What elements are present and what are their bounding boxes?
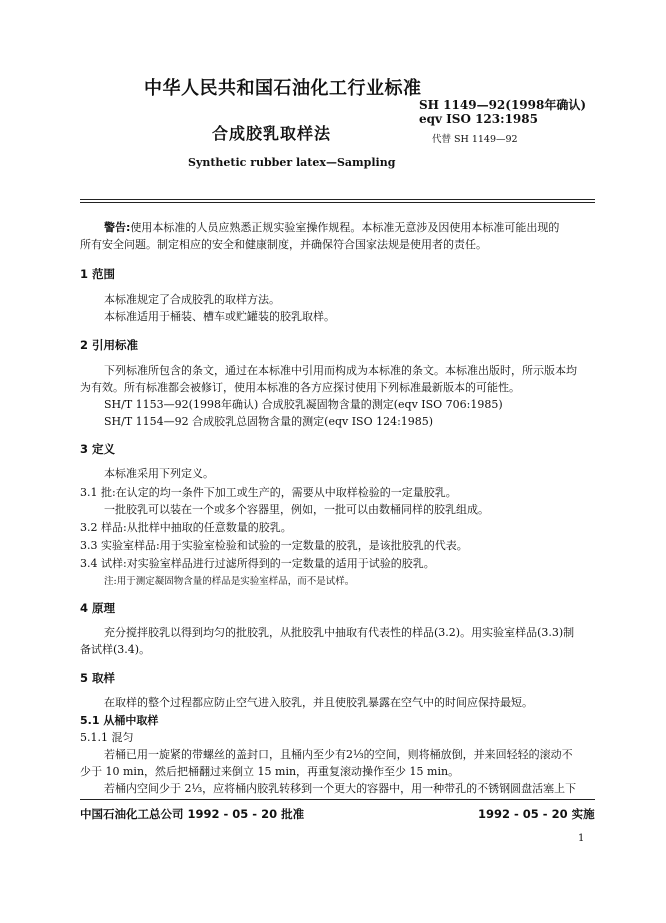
standard-number: SH 1149—92(1998年确认) xyxy=(419,98,587,112)
definition-3-3: 3.3 实验室样品:用于实验室检验和试验的一定数量的胶乳，是该批胶乳的代表。 xyxy=(80,539,468,552)
definition-3-2: 3.2 样品:从批样中抽取的任意数量的胶乳。 xyxy=(80,521,292,534)
section-1-heading: 1 范围 xyxy=(80,267,116,281)
definition-3-1: 3.1 批:在认定的均一条件下加工或生产的，需要从中取样检验的一定量胶乳。 xyxy=(80,486,457,499)
definition-3-4: 3.4 试样:对实验室样品进行过滤所得到的一定数量的适用于试验的胶乳。 xyxy=(80,557,435,570)
approval-date: 中国石油化工总公司 1992 - 05 - 20 批准 xyxy=(80,807,305,821)
section-4-heading: 4 原理 xyxy=(80,601,116,615)
section-5-paragraph-3: 若桶内空间少于 2⅓，应将桶内胶乳转移到一个更大的容器中，用一种带孔的不锈钢圆盘活塞上下 xyxy=(104,782,577,795)
english-title: Synthetic rubber latex—Sampling xyxy=(188,156,396,169)
warning-label: 警告: xyxy=(104,221,131,234)
section-5-paragraph-2-line-2: 少于 10 min，然后把桶翻过来倒立 15 min，再重复滚动操作至少 15 min。 xyxy=(80,765,460,778)
implementation-date: 1992 - 05 - 20 实施 xyxy=(478,807,595,821)
section-2-paragraph-line-2: 为有效。所有标准都会被修订，使用本标准的各方应探讨使用下列标准最新版本的可能性。 xyxy=(80,381,520,394)
reference-sh-t-1154: SH/T 1154—92 合成胶乳总固物含量的测定(eqv ISO 124:1985) xyxy=(104,415,434,428)
replaces-note: 代替 SH 1149—92 xyxy=(432,134,518,145)
section-4-paragraph-line-2: 备试样(3.4)。 xyxy=(80,643,151,656)
standard-equivalence: eqv ISO 123:1985 xyxy=(419,112,538,126)
section-1-paragraph-1: 本标准规定了合成胶乳的取样方法。 xyxy=(104,293,280,306)
section-2-heading: 2 引用标准 xyxy=(80,338,139,352)
subsection-5-1-1-heading: 5.1.1 混匀 xyxy=(80,731,134,744)
section-1-paragraph-2: 本标准适用于桶装、槽车或贮罐装的胶乳取样。 xyxy=(104,310,335,323)
section-2-paragraph-line-1: 下列标准所包含的条文，通过在本标准中引用而构成为本标准的条文。本标准出版时，所示版本均 xyxy=(104,364,577,377)
section-5-heading: 5 取样 xyxy=(80,671,116,685)
standard-category-title: 中华人民共和国石油化工行业标准 xyxy=(144,78,422,99)
page-number: 1 xyxy=(578,833,585,844)
section-5-paragraph-1: 在取样的整个过程都应防止空气进入胶乳，并且使胶乳暴露在空气中的时间应保持最短。 xyxy=(104,696,533,709)
warning-line-1: 警告:使用本标准的人员应熟悉正规实验室操作规程。本标准无意涉及因使用本标准可能出现的 xyxy=(104,221,560,234)
section-3-heading: 3 定义 xyxy=(80,442,116,456)
section-5-paragraph-2-line-1: 若桶已用一旋紧的带螺丝的盖封口，且桶内至少有2⅓的空间，则将桶放倒，并来回轻轻的滚动不 xyxy=(104,748,573,761)
section-3-note: 注:用于测定凝固物含量的样品是实验室样品，而不是试样。 xyxy=(104,576,355,587)
header-divider-top xyxy=(80,199,595,200)
section-3-intro: 本标准采用下列定义。 xyxy=(104,467,214,480)
document-title: 合成胶乳取样法 xyxy=(212,124,332,143)
header-divider-bottom xyxy=(80,202,595,203)
section-4-paragraph-line-1: 充分搅拌胶乳以得到均匀的批胶乳，从批胶乳中抽取有代表性的样品(3.2)。用实验室样品(3.3)制 xyxy=(104,626,575,639)
subsection-5-1-heading: 5.1 从桶中取样 xyxy=(80,714,159,727)
footer-divider xyxy=(80,799,595,800)
warning-line-2: 所有安全问题。制定相应的安全和健康制度，并确保符合国家法规是使用者的责任。 xyxy=(80,238,487,251)
definition-3-1-note: 一批胶乳可以装在一个或多个容器里，例如，一批可以由数桶同样的胶乳组成。 xyxy=(104,503,489,516)
reference-sh-t-1153: SH/T 1153—92(1998年确认) 合成胶乳凝固物含量的测定(eqv ISO 706:1985) xyxy=(104,398,503,411)
